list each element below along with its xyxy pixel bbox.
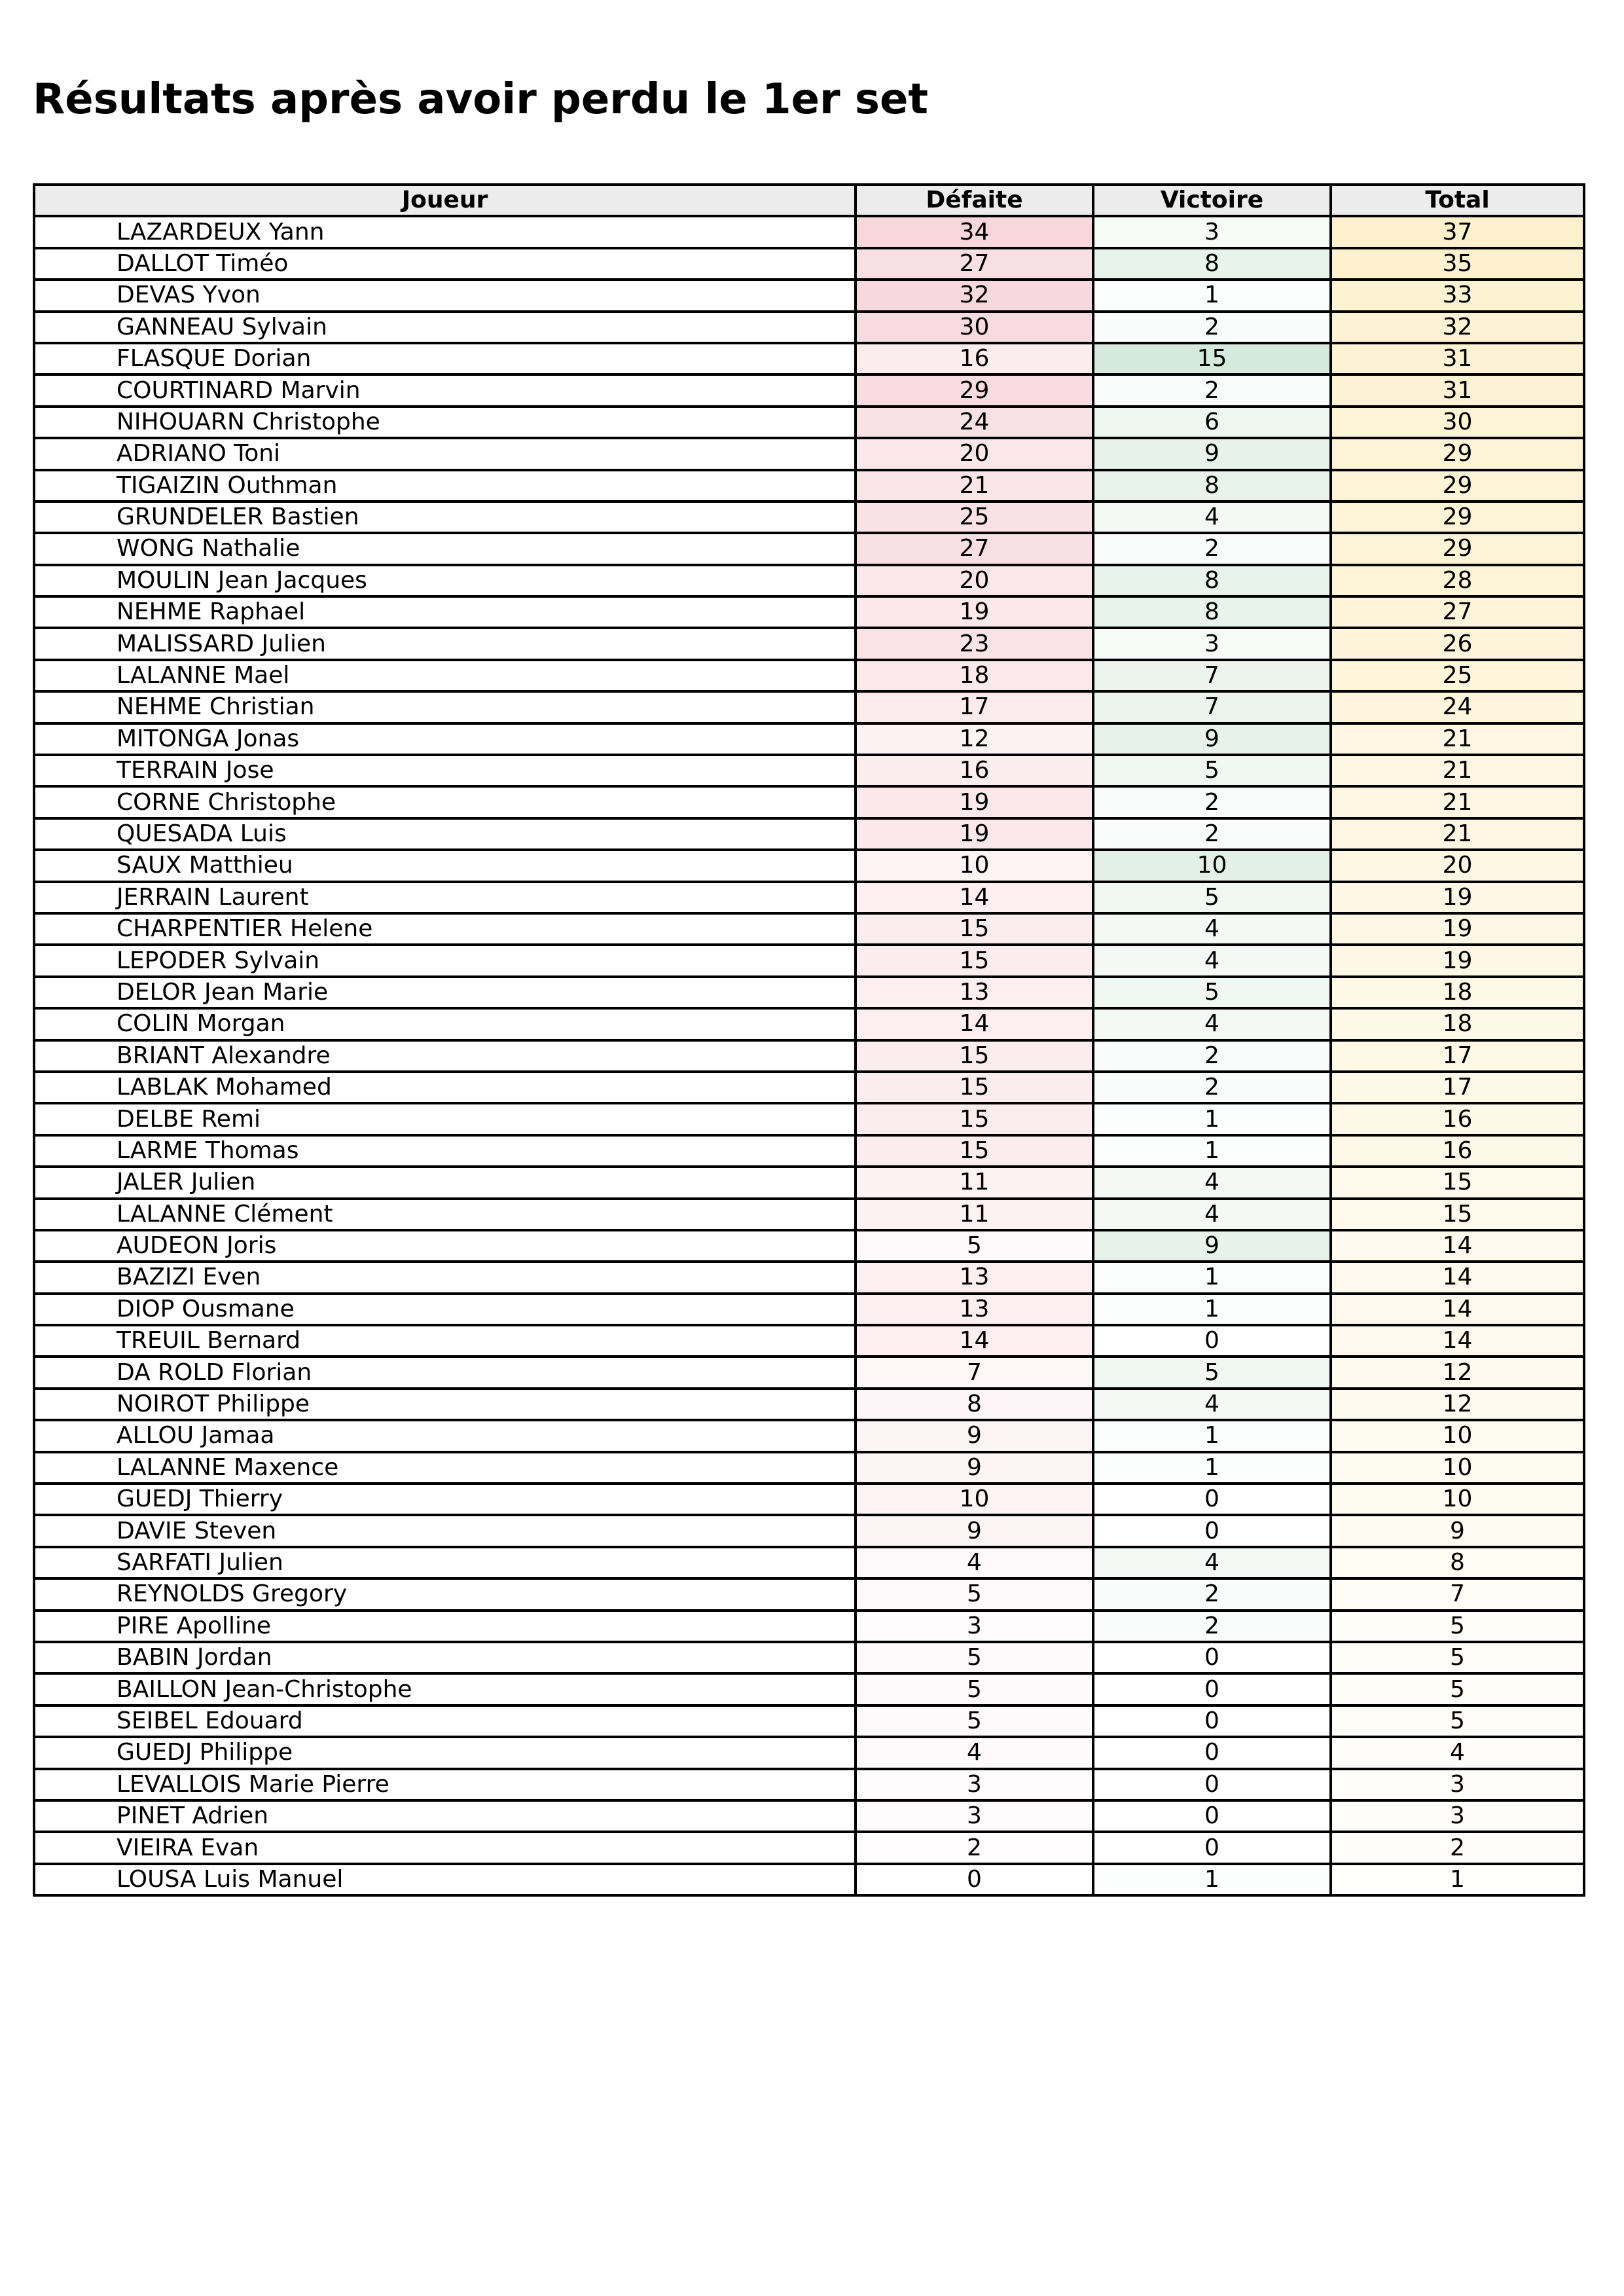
table-row <box>34 1072 1584 1103</box>
cell-total: 4 <box>1331 1737 1584 1768</box>
cell-loss: 14 <box>856 1008 1093 1040</box>
cell-player: MITONGA Jonas <box>34 723 856 755</box>
table-row <box>34 1578 1584 1610</box>
table-row <box>34 1008 1584 1040</box>
cell-loss: 21 <box>856 470 1093 501</box>
table-row <box>34 1800 1584 1832</box>
cell-loss: 7 <box>856 1357 1093 1388</box>
cell-player: NIHOUARN Christophe <box>34 407 856 438</box>
table-row <box>34 438 1584 469</box>
cell-player: REYNOLDS Gregory <box>34 1578 856 1610</box>
cell-loss: 24 <box>856 407 1093 438</box>
cell-loss: 10 <box>856 850 1093 881</box>
table-row <box>34 755 1584 786</box>
cell-total: 9 <box>1331 1515 1584 1546</box>
cell-win: 1 <box>1093 1294 1331 1325</box>
table-header-row <box>34 185 1584 216</box>
table-row <box>34 1611 1584 1642</box>
table-row <box>34 1420 1584 1451</box>
cell-win: 4 <box>1093 913 1331 945</box>
cell-total: 5 <box>1331 1642 1584 1673</box>
column-header-win: Victoire <box>1093 185 1331 216</box>
cell-player: LEVALLOIS Marie Pierre <box>34 1769 856 1800</box>
cell-loss: 14 <box>856 882 1093 913</box>
cell-win: 5 <box>1093 755 1331 786</box>
cell-win: 2 <box>1093 374 1331 406</box>
cell-total: 24 <box>1331 691 1584 723</box>
cell-total: 32 <box>1331 312 1584 343</box>
cell-total: 33 <box>1331 280 1584 311</box>
cell-player: LABLAK Mohamed <box>34 1072 856 1103</box>
table-row <box>34 628 1584 659</box>
column-header-loss: Défaite <box>856 185 1093 216</box>
cell-win: 0 <box>1093 1705 1331 1737</box>
table-row <box>34 280 1584 311</box>
table-row <box>34 1642 1584 1673</box>
cell-loss: 2 <box>856 1832 1093 1863</box>
cell-total: 30 <box>1331 407 1584 438</box>
table-row <box>34 913 1584 945</box>
cell-loss: 10 <box>856 1484 1093 1515</box>
cell-total: 5 <box>1331 1611 1584 1642</box>
cell-loss: 32 <box>856 280 1093 311</box>
cell-total: 10 <box>1331 1484 1584 1515</box>
cell-win: 5 <box>1093 882 1331 913</box>
table-row <box>34 1515 1584 1546</box>
cell-win: 4 <box>1093 1547 1331 1578</box>
cell-total: 5 <box>1331 1673 1584 1705</box>
cell-player: BAILLON Jean-Christophe <box>34 1673 856 1705</box>
cell-total: 18 <box>1331 1008 1584 1040</box>
table-row <box>34 1357 1584 1388</box>
cell-win: 6 <box>1093 407 1331 438</box>
cell-player: BABIN Jordan <box>34 1642 856 1673</box>
cell-loss: 15 <box>856 945 1093 976</box>
table-row <box>34 1040 1584 1072</box>
cell-player: CHARPENTIER Helene <box>34 913 856 945</box>
cell-win: 0 <box>1093 1515 1331 1546</box>
results-table <box>33 183 1585 1897</box>
cell-loss: 0 <box>856 1864 1093 1895</box>
cell-loss: 5 <box>856 1578 1093 1610</box>
cell-loss: 12 <box>856 723 1093 755</box>
cell-player: SEIBEL Edouard <box>34 1705 856 1737</box>
cell-total: 14 <box>1331 1262 1584 1293</box>
cell-total: 29 <box>1331 470 1584 501</box>
cell-player: WONG Nathalie <box>34 533 856 564</box>
cell-player: DA ROLD Florian <box>34 1357 856 1388</box>
cell-win: 7 <box>1093 660 1331 691</box>
cell-win: 2 <box>1093 1040 1331 1072</box>
cell-total: 15 <box>1331 1199 1584 1230</box>
cell-loss: 4 <box>856 1547 1093 1578</box>
cell-win: 3 <box>1093 216 1331 247</box>
cell-loss: 30 <box>856 312 1093 343</box>
table-row <box>34 1673 1584 1705</box>
cell-player: NOIROT Philippe <box>34 1389 856 1420</box>
cell-loss: 13 <box>856 1262 1093 1293</box>
table-row <box>34 1103 1584 1135</box>
cell-loss: 5 <box>856 1230 1093 1262</box>
cell-win: 1 <box>1093 1103 1331 1135</box>
table-row <box>34 407 1584 438</box>
cell-player: LARME Thomas <box>34 1135 856 1167</box>
table-row <box>34 1325 1584 1357</box>
cell-win: 0 <box>1093 1325 1331 1357</box>
cell-total: 10 <box>1331 1420 1584 1451</box>
cell-total: 21 <box>1331 755 1584 786</box>
cell-total: 1 <box>1331 1864 1584 1895</box>
table-row <box>34 565 1584 596</box>
cell-total: 14 <box>1331 1325 1584 1357</box>
cell-win: 2 <box>1093 818 1331 850</box>
cell-player: LALANNE Mael <box>34 660 856 691</box>
cell-total: 12 <box>1331 1357 1584 1388</box>
cell-win: 0 <box>1093 1800 1331 1832</box>
cell-loss: 15 <box>856 1040 1093 1072</box>
cell-loss: 3 <box>856 1800 1093 1832</box>
cell-loss: 5 <box>856 1673 1093 1705</box>
cell-player: DALLOT Timéo <box>34 248 856 280</box>
cell-win: 4 <box>1093 1008 1331 1040</box>
cell-player: BRIANT Alexandre <box>34 1040 856 1072</box>
cell-total: 10 <box>1331 1452 1584 1484</box>
cell-win: 2 <box>1093 1578 1331 1610</box>
cell-total: 18 <box>1331 977 1584 1008</box>
cell-player: DIOP Ousmane <box>34 1294 856 1325</box>
cell-win: 0 <box>1093 1673 1331 1705</box>
cell-player: NEHME Raphael <box>34 596 856 628</box>
cell-win: 0 <box>1093 1832 1331 1863</box>
table-row <box>34 248 1584 280</box>
cell-win: 4 <box>1093 1167 1331 1198</box>
cell-loss: 17 <box>856 691 1093 723</box>
cell-win: 8 <box>1093 596 1331 628</box>
table-row <box>34 1705 1584 1737</box>
cell-total: 28 <box>1331 565 1584 596</box>
table-row <box>34 723 1584 755</box>
table-row <box>34 882 1584 913</box>
cell-total: 17 <box>1331 1040 1584 1072</box>
cell-win: 1 <box>1093 1262 1331 1293</box>
table-row <box>34 977 1584 1008</box>
cell-win: 1 <box>1093 1864 1331 1895</box>
cell-player: NEHME Christian <box>34 691 856 723</box>
cell-player: TIGAIZIN Outhman <box>34 470 856 501</box>
cell-player: GUEDJ Philippe <box>34 1737 856 1768</box>
cell-win: 10 <box>1093 850 1331 881</box>
cell-loss: 5 <box>856 1642 1093 1673</box>
table-row <box>34 343 1584 374</box>
cell-loss: 9 <box>856 1452 1093 1484</box>
cell-loss: 27 <box>856 533 1093 564</box>
column-header-total: Total <box>1331 185 1584 216</box>
cell-win: 2 <box>1093 1072 1331 1103</box>
table-row <box>34 374 1584 406</box>
cell-total: 12 <box>1331 1389 1584 1420</box>
table-row <box>34 533 1584 564</box>
table-row <box>34 850 1584 881</box>
table-row <box>34 818 1584 850</box>
cell-loss: 3 <box>856 1769 1093 1800</box>
cell-loss: 13 <box>856 1294 1093 1325</box>
cell-loss: 19 <box>856 818 1093 850</box>
cell-total: 3 <box>1331 1769 1584 1800</box>
cell-win: 4 <box>1093 1199 1331 1230</box>
cell-player: AUDEON Joris <box>34 1230 856 1262</box>
cell-loss: 15 <box>856 1072 1093 1103</box>
table-row <box>34 1737 1584 1768</box>
cell-total: 7 <box>1331 1578 1584 1610</box>
cell-win: 4 <box>1093 1389 1331 1420</box>
cell-loss: 9 <box>856 1420 1093 1451</box>
cell-player: PINET Adrien <box>34 1800 856 1832</box>
cell-win: 9 <box>1093 438 1331 469</box>
cell-player: COURTINARD Marvin <box>34 374 856 406</box>
cell-player: PIRE Apolline <box>34 1611 856 1642</box>
cell-total: 35 <box>1331 248 1584 280</box>
cell-player: JALER Julien <box>34 1167 856 1198</box>
cell-loss: 9 <box>856 1515 1093 1546</box>
cell-win: 5 <box>1093 977 1331 1008</box>
cell-win: 8 <box>1093 248 1331 280</box>
cell-loss: 20 <box>856 565 1093 596</box>
cell-loss: 8 <box>856 1389 1093 1420</box>
table-row <box>34 786 1584 818</box>
table-row <box>34 1832 1584 1863</box>
cell-loss: 29 <box>856 374 1093 406</box>
table-row <box>34 1294 1584 1325</box>
cell-total: 15 <box>1331 1167 1584 1198</box>
cell-win: 5 <box>1093 1357 1331 1388</box>
table-row <box>34 945 1584 976</box>
table-row <box>34 1230 1584 1262</box>
table-row <box>34 660 1584 691</box>
cell-player: VIEIRA Evan <box>34 1832 856 1863</box>
page-title: Résultats après avoir perdu le 1er set <box>33 75 928 124</box>
cell-player: ALLOU Jamaa <box>34 1420 856 1451</box>
table-row <box>34 1452 1584 1484</box>
cell-player: TREUIL Bernard <box>34 1325 856 1357</box>
cell-total: 16 <box>1331 1103 1584 1135</box>
cell-player: ADRIANO Toni <box>34 438 856 469</box>
cell-win: 2 <box>1093 786 1331 818</box>
cell-player: LALANNE Clément <box>34 1199 856 1230</box>
cell-player: MALISSARD Julien <box>34 628 856 659</box>
cell-win: 9 <box>1093 1230 1331 1262</box>
cell-total: 21 <box>1331 786 1584 818</box>
cell-player: FLASQUE Dorian <box>34 343 856 374</box>
cell-player: CORNE Christophe <box>34 786 856 818</box>
cell-player: LALANNE Maxence <box>34 1452 856 1484</box>
cell-loss: 20 <box>856 438 1093 469</box>
cell-win: 15 <box>1093 343 1331 374</box>
cell-total: 16 <box>1331 1135 1584 1167</box>
table-row <box>34 1547 1584 1578</box>
cell-loss: 13 <box>856 977 1093 1008</box>
cell-win: 0 <box>1093 1484 1331 1515</box>
cell-win: 0 <box>1093 1737 1331 1768</box>
table-row <box>34 1199 1584 1230</box>
cell-total: 17 <box>1331 1072 1584 1103</box>
cell-player: QUESADA Luis <box>34 818 856 850</box>
table-row <box>34 691 1584 723</box>
cell-total: 31 <box>1331 374 1584 406</box>
cell-player: DELBE Remi <box>34 1103 856 1135</box>
cell-loss: 14 <box>856 1325 1093 1357</box>
cell-total: 21 <box>1331 723 1584 755</box>
cell-total: 19 <box>1331 882 1584 913</box>
cell-loss: 34 <box>856 216 1093 247</box>
cell-total: 3 <box>1331 1800 1584 1832</box>
cell-player: TERRAIN Jose <box>34 755 856 786</box>
cell-total: 2 <box>1331 1832 1584 1863</box>
cell-player: SARFATI Julien <box>34 1547 856 1578</box>
cell-win: 1 <box>1093 280 1331 311</box>
cell-total: 26 <box>1331 628 1584 659</box>
cell-win: 0 <box>1093 1642 1331 1673</box>
table-row <box>34 312 1584 343</box>
cell-player: BAZIZI Even <box>34 1262 856 1293</box>
cell-player: COLIN Morgan <box>34 1008 856 1040</box>
cell-loss: 5 <box>856 1705 1093 1737</box>
cell-loss: 4 <box>856 1737 1093 1768</box>
table-row <box>34 1135 1584 1167</box>
cell-win: 1 <box>1093 1452 1331 1484</box>
table-row <box>34 1167 1584 1198</box>
cell-total: 5 <box>1331 1705 1584 1737</box>
cell-loss: 23 <box>856 628 1093 659</box>
cell-player: DELOR Jean Marie <box>34 977 856 1008</box>
cell-total: 31 <box>1331 343 1584 374</box>
cell-total: 29 <box>1331 533 1584 564</box>
cell-total: 25 <box>1331 660 1584 691</box>
cell-player: LEPODER Sylvain <box>34 945 856 976</box>
cell-player: GRUNDELER Bastien <box>34 501 856 533</box>
cell-player: GANNEAU Sylvain <box>34 312 856 343</box>
cell-total: 29 <box>1331 438 1584 469</box>
cell-loss: 25 <box>856 501 1093 533</box>
cell-win: 8 <box>1093 470 1331 501</box>
cell-player: SAUX Matthieu <box>34 850 856 881</box>
cell-player: GUEDJ Thierry <box>34 1484 856 1515</box>
cell-player: MOULIN Jean Jacques <box>34 565 856 596</box>
cell-total: 14 <box>1331 1294 1584 1325</box>
table-row <box>34 501 1584 533</box>
cell-win: 2 <box>1093 533 1331 564</box>
table-row <box>34 1484 1584 1515</box>
cell-player: JERRAIN Laurent <box>34 882 856 913</box>
cell-total: 19 <box>1331 945 1584 976</box>
cell-loss: 15 <box>856 1135 1093 1167</box>
cell-player: LAZARDEUX Yann <box>34 216 856 247</box>
cell-win: 1 <box>1093 1420 1331 1451</box>
cell-loss: 11 <box>856 1199 1093 1230</box>
column-header-player: Joueur <box>34 185 856 216</box>
table-body <box>34 216 1584 1895</box>
cell-total: 19 <box>1331 913 1584 945</box>
cell-win: 0 <box>1093 1769 1331 1800</box>
cell-loss: 15 <box>856 913 1093 945</box>
cell-total: 14 <box>1331 1230 1584 1262</box>
cell-player: DEVAS Yvon <box>34 280 856 311</box>
table-row <box>34 596 1584 628</box>
cell-loss: 11 <box>856 1167 1093 1198</box>
cell-loss: 19 <box>856 786 1093 818</box>
cell-win: 4 <box>1093 945 1331 976</box>
cell-win: 7 <box>1093 691 1331 723</box>
cell-win: 8 <box>1093 565 1331 596</box>
table-row <box>34 1769 1584 1800</box>
cell-total: 20 <box>1331 850 1584 881</box>
cell-total: 21 <box>1331 818 1584 850</box>
cell-loss: 3 <box>856 1611 1093 1642</box>
cell-player: LOUSA Luis Manuel <box>34 1864 856 1895</box>
cell-total: 8 <box>1331 1547 1584 1578</box>
cell-player: DAVIE Steven <box>34 1515 856 1546</box>
cell-total: 37 <box>1331 216 1584 247</box>
cell-loss: 16 <box>856 755 1093 786</box>
cell-win: 1 <box>1093 1135 1331 1167</box>
table-row <box>34 1864 1584 1895</box>
cell-loss: 19 <box>856 596 1093 628</box>
cell-win: 9 <box>1093 723 1331 755</box>
cell-loss: 15 <box>856 1103 1093 1135</box>
cell-win: 2 <box>1093 312 1331 343</box>
cell-win: 2 <box>1093 1611 1331 1642</box>
table-row <box>34 1262 1584 1293</box>
cell-win: 4 <box>1093 501 1331 533</box>
table-row <box>34 1389 1584 1420</box>
cell-win: 3 <box>1093 628 1331 659</box>
cell-loss: 27 <box>856 248 1093 280</box>
table-row <box>34 470 1584 501</box>
cell-loss: 18 <box>856 660 1093 691</box>
table-row <box>34 216 1584 247</box>
cell-total: 27 <box>1331 596 1584 628</box>
cell-loss: 16 <box>856 343 1093 374</box>
cell-total: 29 <box>1331 501 1584 533</box>
